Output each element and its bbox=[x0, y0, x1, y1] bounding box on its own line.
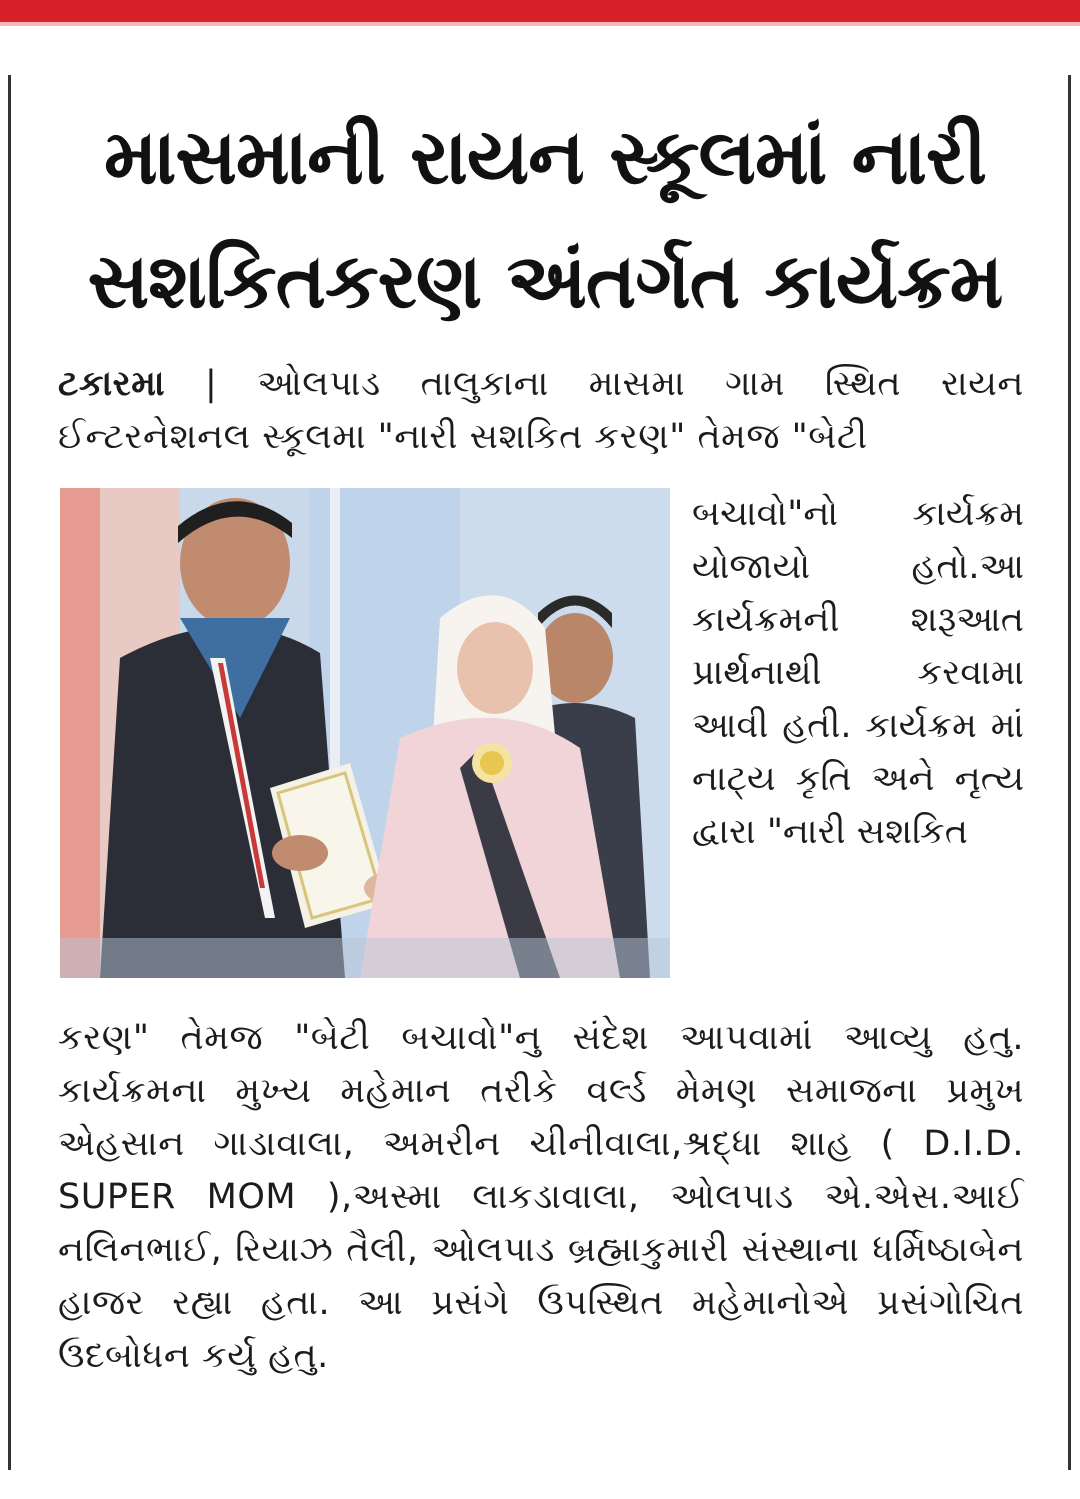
headline-line-2: સશકિતકરણ અંતર્ગત કાર્યક્રમ bbox=[87, 236, 1003, 325]
right-column-rule bbox=[1068, 75, 1071, 1470]
article-intro bbox=[58, 358, 1024, 464]
top-rule-shadow bbox=[0, 22, 1080, 26]
dateline: ટકારમા bbox=[58, 364, 166, 404]
article-continuation: કરણ" તેમજ "બેટી બચાવો"નુ સંદેશ આપવામાં આવ્યુ હતુ. કાર્યક્રમના મુખ્ય મહેમાન તરીકે વર્લ્ડ મેમણ સમાજના પ્રમુખ એહસાન ગાડાવાલા, અમરીન ચીનીવાલા,શ્રદ્ધા શાહ ( D.I.D. SUPER MOM ),અસ્મા લાકડાવાલા, ઓલપાડ એ.એસ.આઈ નલિનભાઈ, રિયાઝ તૈલી, ઓલપાડ બ્રહ્માકુમારી સંસ્થાના ધર્મિષ્ઠાબેન હાજર રહ્યા હતા. આ પ્રસંગે ઉપસ્થિત મહેમાનોએ પ્રસંગોચિત ઉદબોધન કર્યુ હતુ. bbox=[58, 1018, 1024, 1376]
left-column-rule bbox=[8, 75, 11, 1470]
headline bbox=[40, 95, 1050, 343]
top-red-rule bbox=[0, 0, 1080, 22]
intro-text: ઓલપાડ તાલુકાના માસમા ગામ સ્થિત રાયન ઈન્ટરનેશનલ સ્કૂલમા "નારી સશકિત કરણ" તેમજ "બેટી bbox=[58, 364, 1024, 457]
headline-line-1: માસમાની રાયન સ્કૂલમાં નારી bbox=[104, 112, 986, 201]
article-side-column: બચાવો"નો કાર્યક્રમ યોજાયો હતો.આ કાર્યક્રમની શરૂઆત પ્રાર્થનાથી કરવામા આવી હતી. કાર્યક્રમ માં નાટ્ય કૃતિ અને નૃત્ય દ્વારા "નારી સશકિત bbox=[692, 494, 1024, 852]
dateline-separator: | bbox=[204, 364, 218, 404]
event-photo bbox=[60, 488, 670, 978]
